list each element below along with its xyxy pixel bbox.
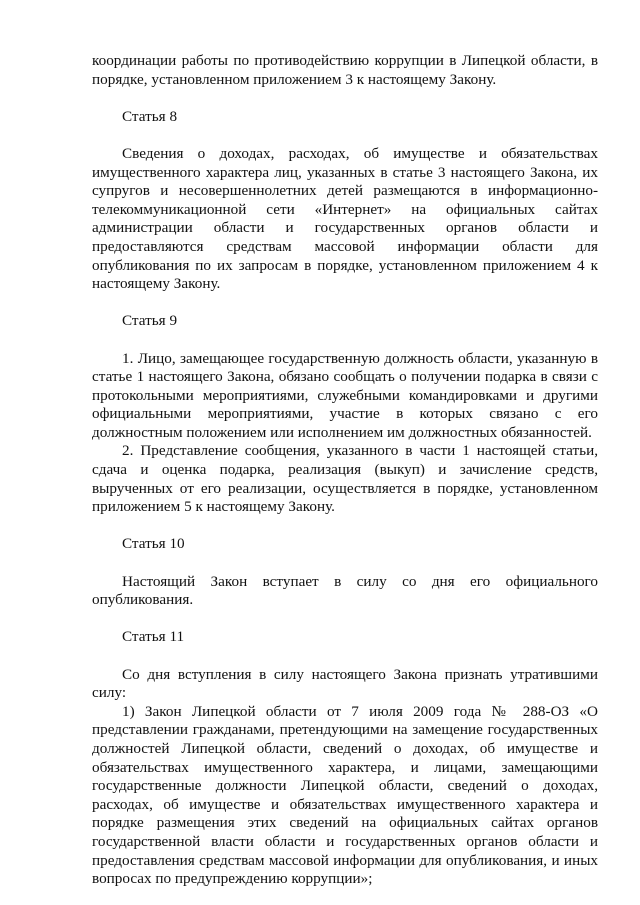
article-9-paragraph-1: 1. Лицо, замещающее государственную должность области, указанную в статье 1 настоящего Закона, обязано сообщать о получении подарка в связи с протокольными мероприятиями, служебными командировками и другими официальными мероприятиями, участие в которых связано с его должностным положением или исполнением им должностных обязанностей.	[92, 349, 598, 441]
intro-paragraph: координации работы по противодействию коррупции в Липецкой области, в порядке, установленном приложением 3 к настоящему Закону.	[92, 52, 598, 88]
article-8-paragraph-1: Сведения о доходах, расходах, об имуществе и обязательствах имущественного характера лиц, указанных в статье 3 настоящего Закона, их супругов и несовершеннолетних детей размещаются в информационно-телекоммуникационной сети «Интернет» на официальных сайтах администрации области и государственных органов области и предоставляются средствам массовой информации области для опубликования по их запросам в порядке, установленном приложением 4 к настоящему Закону.	[92, 144, 598, 293]
document-page	[92, 52, 598, 889]
article-11-heading: Статья 11	[122, 628, 185, 646]
article-9-heading: Статья 9	[122, 312, 178, 330]
article-11-paragraph-1: Со дня вступления в силу настоящего Закона признать утратившими силу:	[92, 665, 598, 702]
article-8-heading: Статья 8	[122, 107, 178, 125]
article-11-paragraph-2: 1) Закон Липецкой области от 7 июля 2009 года № 288-ОЗ «О представлении гражданами, претендующими на замещение государственных должностей Липецкой области, сведений о доходах, об имуществе и обязательствах имущественного характера, и лицами, замещающими государственные должности Липецкой области, сведений о доходах, расходах, об имуществе и обязательствах имущественного характера и порядке размещения этих сведений на официальных сайтах органов государственной власти области и государственных органов области и предоставления средствам массовой информации для опубликования, и иных вопросах по предупреждению коррупции»;	[92, 702, 598, 888]
article-9-paragraph-2: 2. Представление сообщения, указанного в части 1 настоящей статьи, сдача и оценка подарка, реализация (выкуп) и зачисление средств, вырученных от его реализации, осуществляется в порядке, установленном приложением 5 к настоящему Закону.	[92, 442, 598, 516]
spacer	[92, 294, 598, 313]
spacer	[92, 647, 598, 666]
spacer	[92, 554, 598, 573]
spacer	[92, 610, 598, 629]
article-10-paragraph-1: Настоящий Закон вступает в силу со дня его официального опубликования.	[92, 572, 598, 609]
spacer	[92, 517, 598, 536]
spacer	[92, 126, 598, 145]
article-10-heading: Статья 10	[122, 535, 185, 553]
spacer	[92, 331, 598, 350]
spacer	[92, 89, 598, 108]
